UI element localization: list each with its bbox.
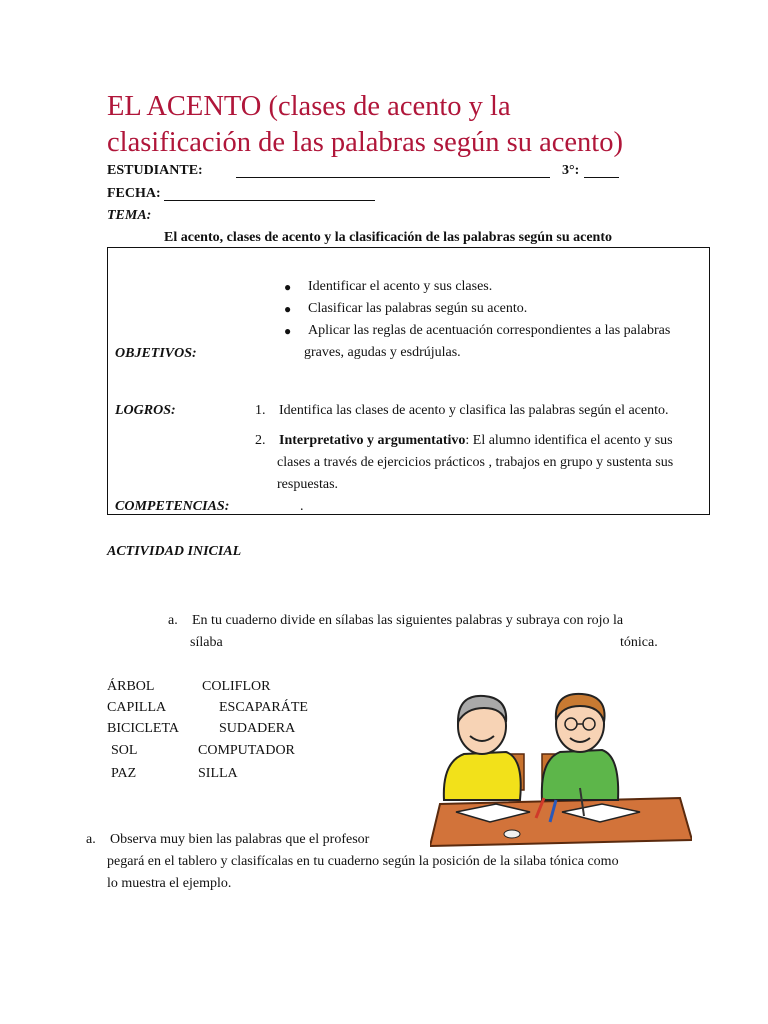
activity-instruction-line: lo muestra el ejemplo.: [107, 876, 232, 891]
date-label: FECHA:: [107, 186, 161, 201]
activity-instruction-line: En tu cuaderno divide en sílabas las siguientes palabras y subraya con rojo la: [192, 613, 624, 628]
list-marker: a.: [86, 832, 96, 847]
activity-instruction-line: sílaba: [190, 635, 223, 650]
student-label: ESTUDIANTE:: [107, 163, 203, 178]
objective-item-continued: graves, agudas y esdrújulas.: [304, 345, 461, 360]
word-item: SUDADERA: [219, 721, 296, 736]
left-student-shirt: [444, 752, 521, 800]
achievement-item-2-line: respuestas.: [277, 477, 339, 492]
achievement-item-2-line: clases a través de ejercicios prácticos , trabajos en grupo y sustenta sus: [277, 455, 674, 470]
date-blank[interactable]: [164, 187, 375, 201]
word-item: CAPILLA: [107, 700, 167, 715]
competencies-label: COMPETENCIAS:: [115, 499, 230, 514]
word-item: SILLA: [198, 766, 238, 781]
word-item: BICICLETA: [107, 721, 179, 736]
bullet-icon: ●: [284, 324, 292, 338]
activity-instruction-line: pegará en el tablero y clasifícalas en tu cuaderno según la posición de la silaba tónica como: [107, 854, 619, 869]
grade-label: 3°:: [562, 163, 580, 178]
grade-blank[interactable]: [584, 164, 619, 178]
bullet-icon: ●: [284, 280, 292, 294]
page-title-line-2: clasificación de las palabras según su acento): [107, 127, 623, 158]
activity-instruction-line: tónica.: [620, 635, 658, 650]
competencies-value: .: [300, 499, 304, 514]
word-item: PAZ: [111, 766, 137, 781]
achievement-item-2-text: : El alumno identifica el acento y sus: [465, 433, 673, 448]
theme-label: TEMA:: [107, 208, 152, 223]
word-item: ESCAPARÁTE: [219, 700, 308, 715]
achievement-item-2-first-line: [279, 434, 673, 448]
word-item: SOL: [111, 743, 138, 758]
objective-item: Clasificar las palabras según su acento.: [308, 301, 528, 316]
achievement-number: 1.: [255, 403, 266, 418]
word-item: COMPUTADOR: [198, 743, 295, 758]
achievements-label: LOGROS:: [115, 403, 176, 418]
achievement-number: 2.: [255, 433, 266, 448]
desk: [430, 798, 692, 846]
eraser-icon: [504, 830, 520, 838]
page-title-line-1: EL ACENTO (clases de acento y la: [107, 91, 511, 122]
student-name-blank[interactable]: [236, 164, 550, 178]
activity-title: ACTIVIDAD INICIAL: [107, 544, 242, 559]
objectives-label: OBJETIVOS:: [115, 346, 197, 361]
students-reading-at-desk-illustration: [430, 688, 692, 850]
word-item: ÁRBOL: [107, 679, 155, 694]
achievement-item-2-heading: Interpretativo y argumentativo: [279, 433, 466, 448]
theme-text: El acento, clases de acento y la clasificación de las palabras según su acento: [164, 230, 612, 245]
word-item: COLIFLOR: [202, 679, 271, 694]
objective-item: Identificar el acento y sus clases.: [308, 279, 493, 294]
activity-instruction-line: Observa muy bien las palabras que el profesor: [110, 832, 370, 847]
achievement-item: Identifica las clases de acento y clasifica las palabras según el acento.: [279, 403, 669, 418]
list-marker: a.: [168, 613, 178, 628]
objective-item: Aplicar las reglas de acentuación correspondientes a las palabras: [308, 323, 671, 338]
bullet-icon: ●: [284, 302, 292, 316]
